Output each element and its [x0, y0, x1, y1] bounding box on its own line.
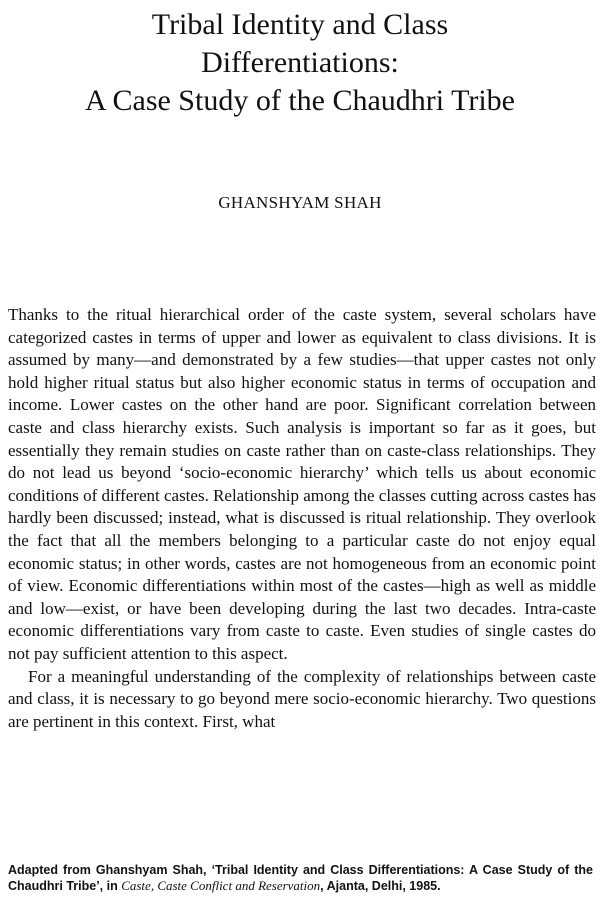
body-paragraph-1: Thanks to the ritual hierarchical order of the caste system, several scholars have categorized castes in terms of upper and lower as equivalent to class divisions. It is assumed by many—and demonstrated by a few studies—that upper castes not only hold higher ritual status but also higher economic status in terms of occupation and income. Lower castes on the other hand are poor. Significant correlation between caste and class hierarchy exists. Such analysis is important so far as it goes, but essentially they remain studies on caste rather than on caste-class relationships. They do not lead us beyond ‘socio-economic hierarchy’ which tells us about economic conditions of different castes. Relationship among the classes cutting across castes has hardly been discussed; instead, what is discussed is ritual relationship. They overlook the fact that all the members belonging to a particular caste do not enjoy equal economic status; in other words, castes are not homogeneous from an economic point of view. Economic differentiations within most of the castes—high as well as middle and low—exist, or have been developing during the last two decades. Intra-caste economic differentiations vary from caste to caste. Even studies of single castes do not pay sufficient attention to this aspect.	[8, 305, 596, 663]
footnote-suffix: , Ajanta, Delhi, 1985.	[320, 879, 441, 893]
footnote-book-title: Caste, Caste Conflict and Reservation	[121, 878, 321, 893]
footnote-prefix: Adapted from Ghanshyam Shah, ‘Tribal Identity and Class Differentiations: A Case Study of the Chaudhri Tribe’, in	[8, 863, 593, 893]
source-footnote	[8, 862, 593, 894]
article-body	[8, 304, 596, 733]
title-line-1: Tribal Identity and Class	[151, 8, 449, 41]
title-line-2: Differentiations:	[201, 46, 399, 79]
body-paragraph-2: For a meaningful understanding of the complexity of relationships between caste and class, it is necessary to go beyond mere socio-economic hierarchy. Two questions are pertinent in this context. First, what	[8, 666, 596, 731]
title-line-3: A Case Study of the Chaudhri Tribe	[84, 84, 515, 117]
article-title	[0, 6, 600, 120]
author-name: GHANSHYAM SHAH	[218, 193, 382, 212]
